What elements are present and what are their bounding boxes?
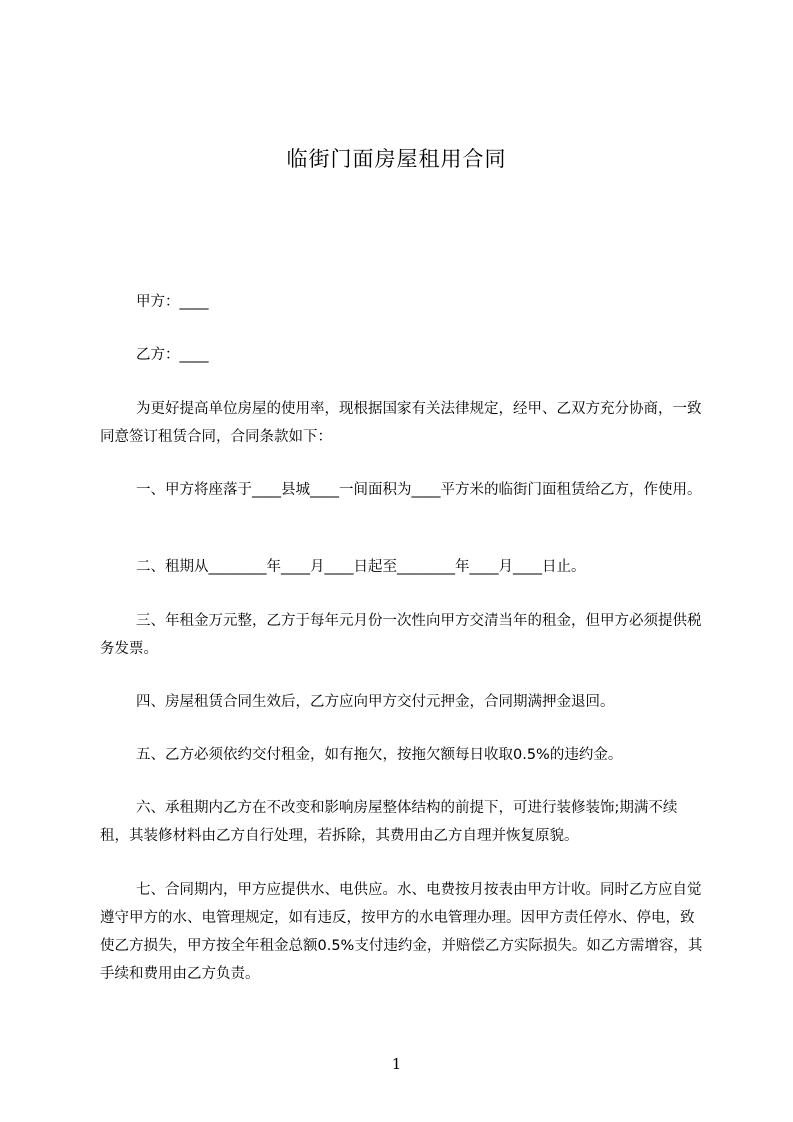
intro-paragraph: 为更好提高单位房屋的使用率，现根据国家有关法律规定，经甲、乙双方充分协商，一致同意签订租赁合同，合同条款如下： — [100, 401, 702, 445]
party-a-line: 甲方：____ — [136, 294, 209, 310]
clause-4: 四、房屋租赁合同生效后，乙方应向甲方交付元押金，合同期满押金退回。 — [136, 694, 615, 710]
clause-1: 一、甲方将座落于____县城____一间面积为____平方米的临街门面租赁给乙方，作使用。 — [136, 482, 702, 498]
document-title: 临街门面房屋租用合同 — [286, 147, 507, 171]
clause-3: 三、年租金万元整，乙方于每年元月份一次性向甲方交清当年的租金，但甲方必须提供税务发票。 — [100, 613, 702, 657]
party-b-line: 乙方：____ — [136, 347, 209, 363]
clause-7: 七、合同期内，甲方应提供水、电供应。水、电费按月按表由甲方计收。同时乙方应自觉遵守甲方的水、电管理规定，如有违反，按甲方的水电管理办理。因甲方责任停水、停电，致使乙方损失，甲方按全年租金总额0.5%支付违约金，并赔偿乙方实际损失。如乙方需增容，其手续和费用由乙方负责。 — [100, 882, 703, 982]
clause-5: 五、乙方必须依约交付租金，如有拖欠，按拖欠额每日收取0.5%的违约金。 — [136, 747, 623, 763]
clause-6: 六、承租期内乙方在不改变和影响房屋整体结构的前提下，可进行装修装饰;期满不续租，其装修材料由乙方自行处理，若拆除，其费用由乙方自理并恢复原貌。 — [100, 800, 678, 844]
clause-2: 二、租期从________年____月____日起至________年____月____日止。 — [136, 559, 586, 575]
page-number: 1 — [391, 1055, 402, 1073]
